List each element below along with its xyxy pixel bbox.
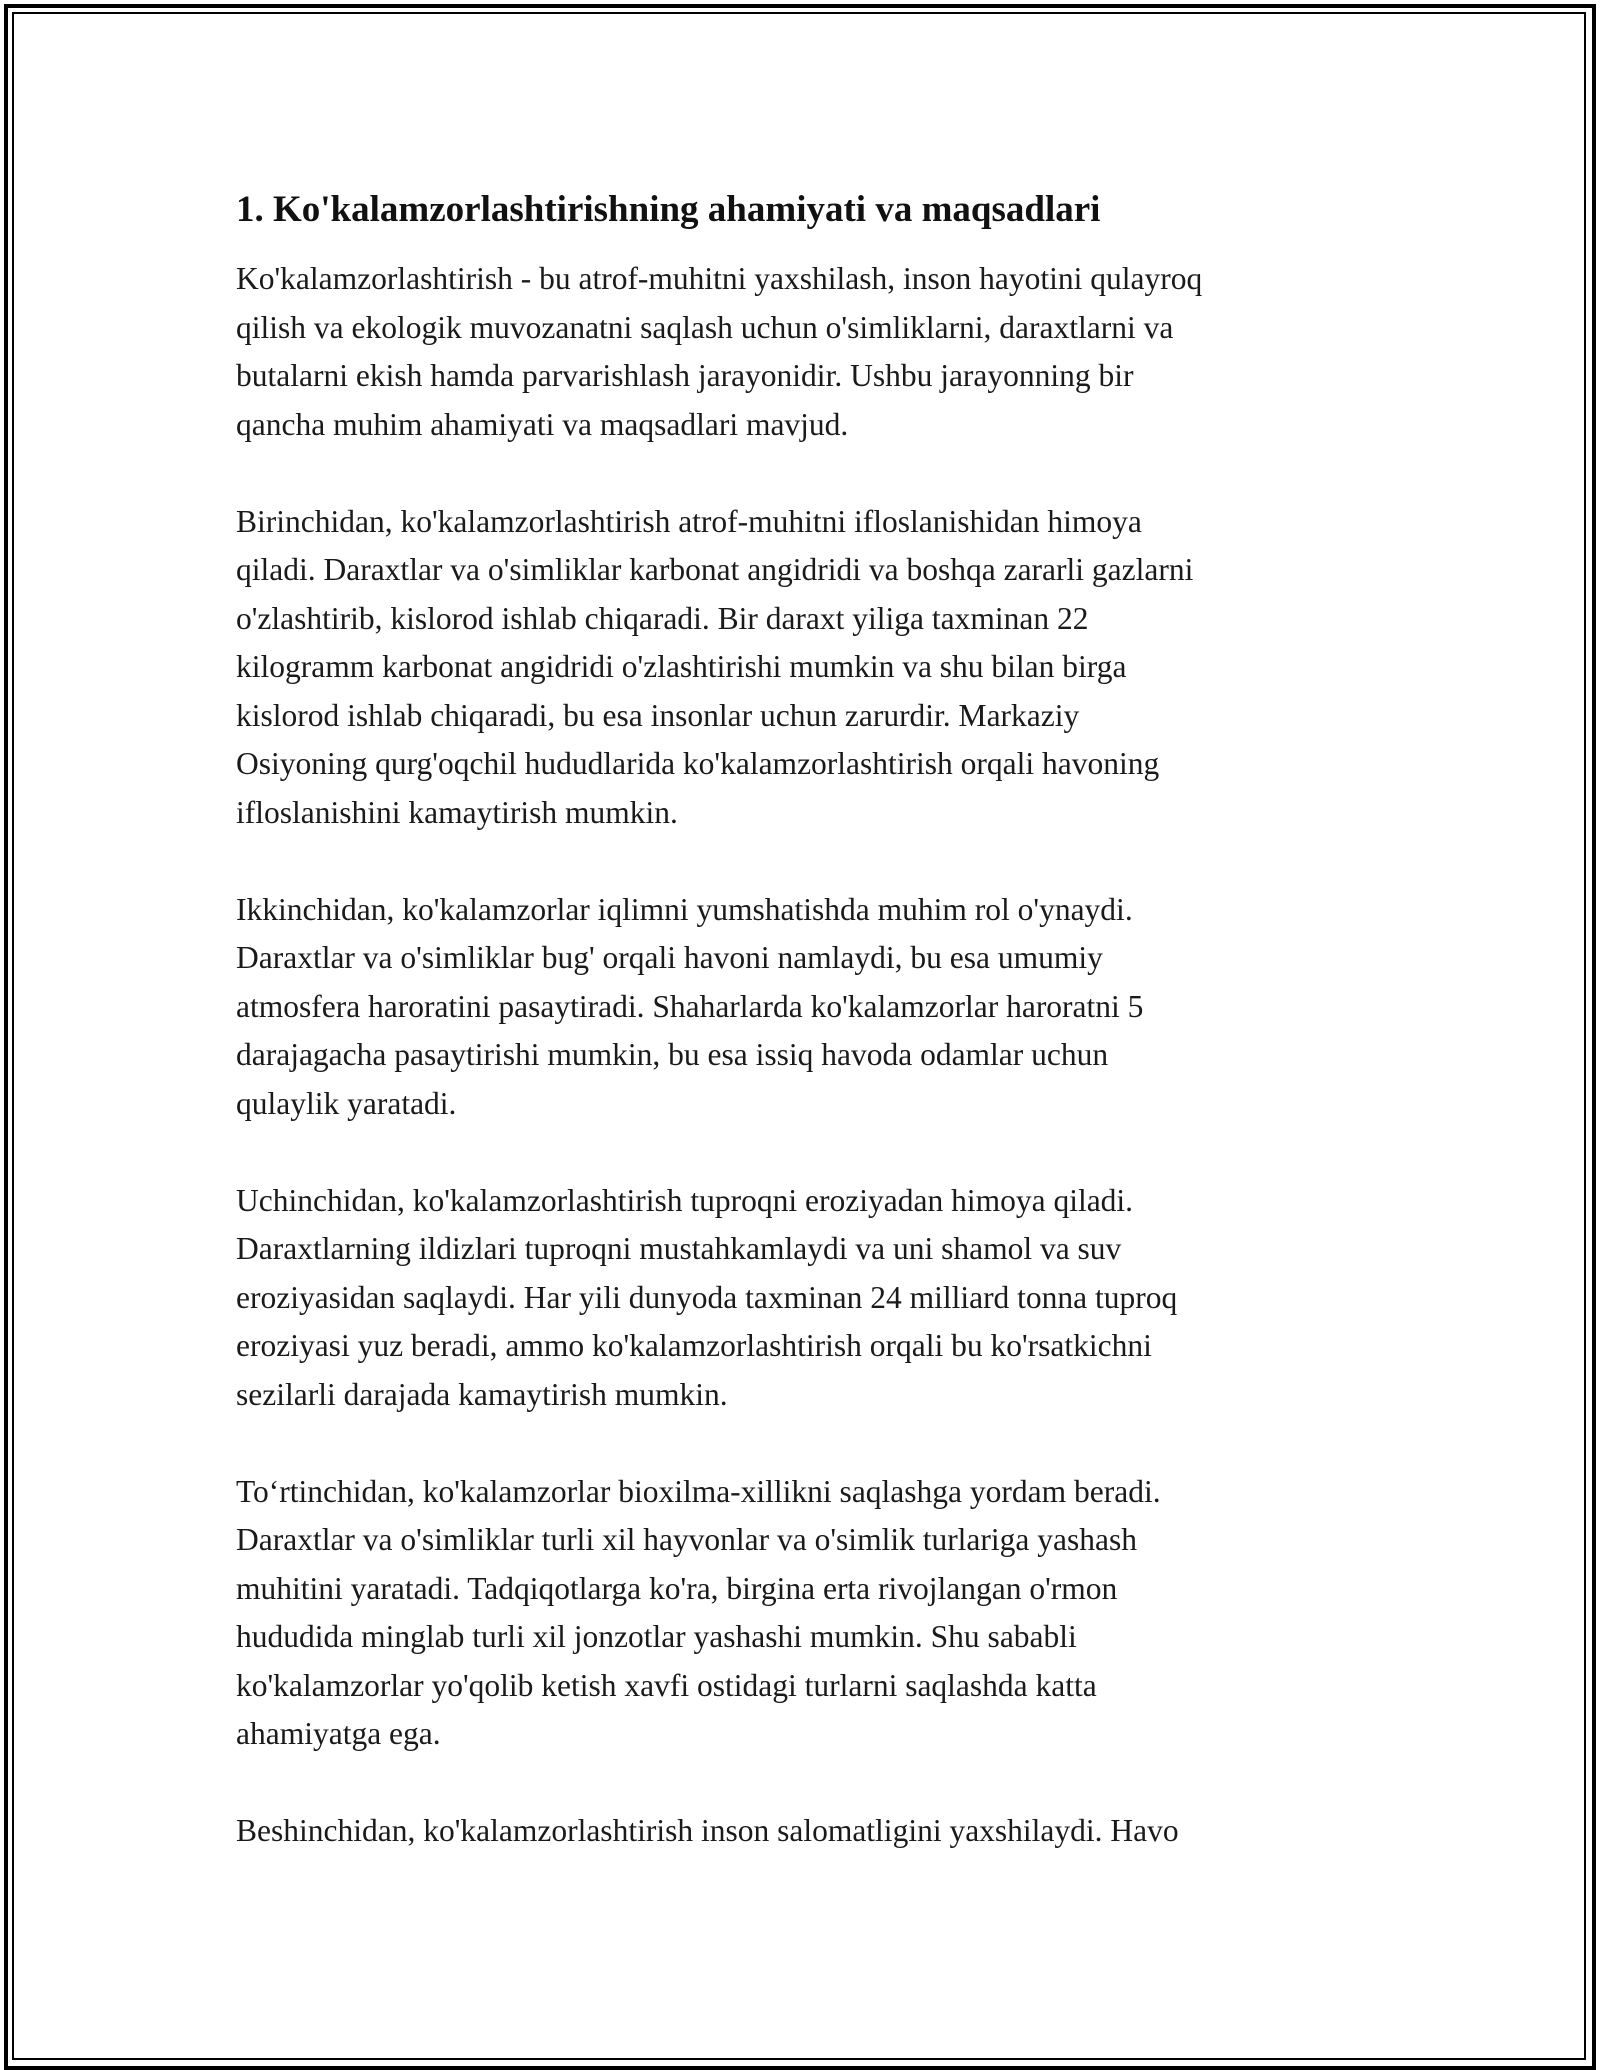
paragraph	[236, 886, 1386, 1129]
paragraph-line: Birinchidan, ko'kalamzorlashtirish atrof-muhitni ifloslanishidan himoya	[236, 503, 1142, 539]
paragraph-line: To‘rtinchidan, ko'kalamzorlar bioxilma-xillikni saqlashga yordam beradi.	[236, 1473, 1161, 1509]
paragraph-line: ko'kalamzorlar yo'qolib ketish xavfi ostidagi turlarni saqlashda katta	[236, 1667, 1097, 1703]
paragraph-line: Osiyoning qurg'oqchil hududlarida ko'kalamzorlashtirish orqali havoning	[236, 746, 1160, 781]
paragraph-line: qancha muhim ahamiyati va maqsadlari mavjud.	[236, 406, 849, 442]
paragraph	[236, 498, 1386, 838]
paragraph-list	[236, 255, 1386, 1856]
paragraph-line: Ko'kalamzorlashtirish - bu atrof-muhitni yaxshilash, inson hayotini qulayroq	[236, 261, 1203, 296]
paragraph-line: kilogramm karbonat angidridi o'zlashtirishi mumkin va shu bilan birga	[236, 649, 1127, 684]
paragraph-line: kislorod ishlab chiqaradi, bu esa insonlar uchun zarurdir. Markaziy	[236, 697, 1080, 733]
paragraph-line: eroziyasi yuz beradi, ammo ko'kalamzorlashtirish orqali bu ko'rsatkichni	[236, 1328, 1152, 1363]
section-heading: 1. Ko'kalamzorlashtirishning ahamiyati va maqsadlari	[236, 189, 1101, 230]
paragraph	[236, 1807, 1386, 1856]
paragraph-line: ahamiyatga ega.	[236, 1716, 441, 1751]
paragraph-line: sezilarli darajada kamaytirish mumkin.	[236, 1376, 728, 1412]
paragraph-line: ifloslanishini kamaytirish mumkin.	[236, 794, 678, 830]
paragraph-line: qiladi. Daraxtlar va o'simliklar karbonat angidridi va boshqa zararli gazlarni	[236, 552, 1194, 587]
paragraph	[236, 1468, 1386, 1759]
paragraph-line: hududida minglab turli xil jonzotlar yashashi mumkin. Shu sababli	[236, 1619, 1077, 1654]
document-body	[236, 185, 1386, 1904]
paragraph-line: darajagacha pasaytirishi mumkin, bu esa issiq havoda odamlar uchun	[236, 1037, 1109, 1072]
paragraph-line: qilish va ekologik muvozanatni saqlash uchun o'simliklarni, daraxtlarni va	[236, 309, 1174, 345]
paragraph-line: eroziyasidan saqlaydi. Har yili dunyoda taxminan 24 milliard tonna tuproq	[236, 1279, 1178, 1315]
paragraph-line: Uchinchidan, ko'kalamzorlashtirish tuproqni eroziyadan himoya qiladi.	[236, 1182, 1134, 1218]
paragraph-line: Daraxtlar va o'simliklar bug' orqali havoni namlaydi, bu esa umumiy	[236, 940, 1103, 975]
paragraph-line: Beshinchidan, ko'kalamzorlashtirish inson salomatligini yaxshilaydi. Havo	[236, 1813, 1179, 1848]
paragraph-line: atmosfera haroratini pasaytiradi. Shaharlarda ko'kalamzorlar haroratni 5	[236, 988, 1144, 1024]
paragraph-line: qulaylik yaratadi.	[236, 1085, 457, 1121]
paragraph-line: o'zlashtirib, kislorod ishlab chiqaradi. Bir daraxt yiliga taxminan 22	[236, 600, 1089, 636]
paragraph-line: Ikkinchidan, ko'kalamzorlar iqlimni yumshatishda muhim rol o'ynaydi.	[236, 891, 1133, 927]
paragraph	[236, 255, 1386, 449]
paragraph-line: Daraxtlar va o'simliklar turli xil hayvonlar va o'simlik turlariga yashash	[236, 1522, 1137, 1557]
paragraph	[236, 1177, 1386, 1420]
paragraph-line: butalarni ekish hamda parvarishlash jarayonidir. Ushbu jarayonning bir	[236, 358, 1134, 393]
paragraph-line: Daraxtlarning ildizlari tuproqni mustahkamlaydi va uni shamol va suv	[236, 1231, 1122, 1266]
paragraph-line: muhitini yaratadi. Tadqiqotlarga ko'ra, birgina erta rivojlangan o'rmon	[236, 1570, 1118, 1606]
